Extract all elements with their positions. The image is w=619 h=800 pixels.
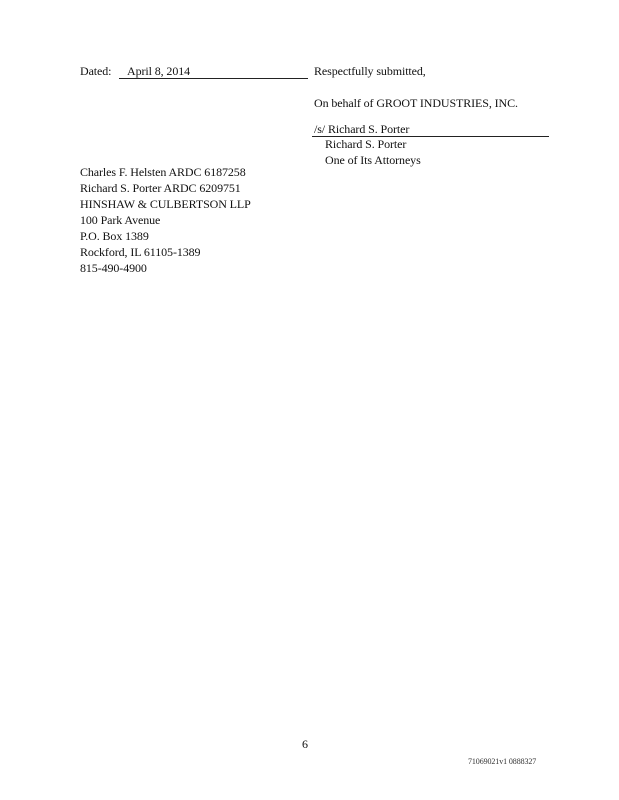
counsel-line: Charles F. Helsten ARDC 6187258 [80,165,246,179]
counsel-line: Richard S. Porter ARDC 6209751 [80,181,241,195]
document-id: 71069021v1 0888327 [468,757,537,766]
dated-label: Dated: [80,64,112,78]
signer-role: One of Its Attorneys [325,153,421,167]
counsel-line: Rockford, IL 61105-1389 [80,245,201,259]
page-number: 6 [302,737,308,751]
on-behalf-line: On behalf of GROOT INDUSTRIES, INC. [314,96,518,110]
electronic-signature: /s/ Richard S. Porter [314,122,410,136]
respectfully-submitted: Respectfully submitted, [314,64,426,78]
counsel-line: 815-490-4900 [80,261,147,275]
counsel-line: P.O. Box 1389 [80,229,149,243]
counsel-line: 100 Park Avenue [80,213,161,227]
dated-value: April 8, 2014 [127,64,191,78]
signer-name: Richard S. Porter [325,137,407,151]
dated-underline [119,78,308,79]
counsel-line: HINSHAW & CULBERTSON LLP [80,197,251,211]
